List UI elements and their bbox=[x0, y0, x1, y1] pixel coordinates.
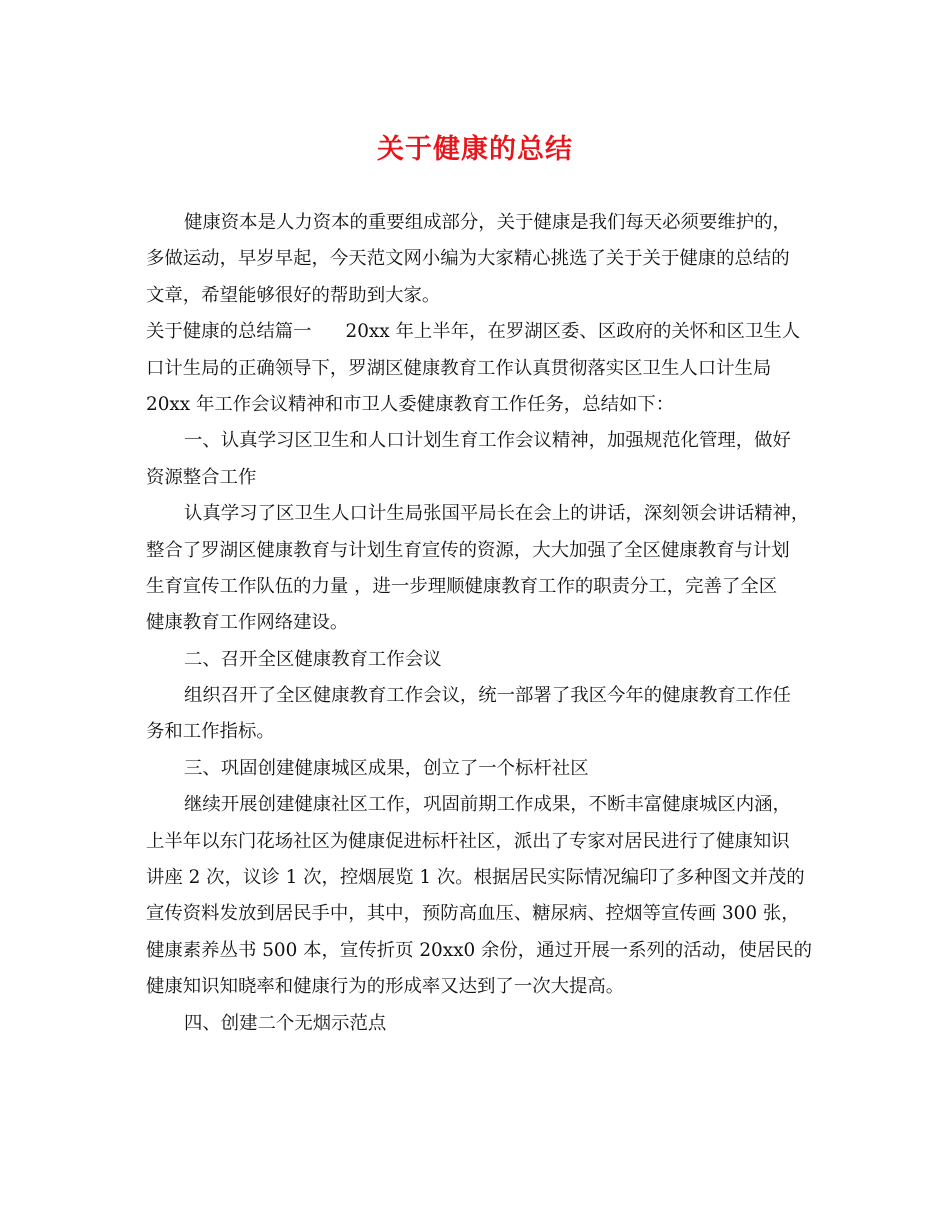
summary-line-2: 口计生局的正确领导下，罗湖区健康教育工作认真贯彻落实区卫生人口计生局 bbox=[146, 357, 772, 379]
document-body bbox=[146, 205, 811, 1042]
paragraph-one-line-2: 整合了罗湖区健康教育与计划生育宣传的资源，大大加强了全区健康教育与计划 bbox=[146, 539, 790, 561]
paragraph-one-line-1: 认真学习了区卫生人口计生局张国平局长在会上的讲话，深刻领会讲话精神， bbox=[184, 503, 810, 525]
intro-line-3: 文章，希望能够很好的帮助到大家。 bbox=[146, 284, 441, 306]
heading-one-line-1: 一、认真学习区卫生和人口计划生育工作会议精神，加强规范化管理，做好 bbox=[184, 430, 791, 452]
article-label: 关于健康的总结篇一 bbox=[146, 321, 312, 343]
heading-three: 三、巩固创建健康城区成果，创立了一个标杆社区 bbox=[184, 757, 589, 779]
document-title: 关于健康的总结 bbox=[377, 134, 573, 165]
paragraph-three-line-2: 上半年以东门花场社区为健康促进标杆社区，派出了专家对居民进行了健康知识 bbox=[146, 830, 790, 852]
paragraph-three-line-4: 宣传资料发放到居民手中，其中，预防高血压、糖尿病、控烟等宣传画 300 张， bbox=[146, 903, 800, 925]
paragraph-three-line-5: 健康素养丛书 500 本，宣传折页 20xx0 余份，通过开展一系列的活动，使居民的 bbox=[146, 939, 813, 961]
paragraph-two-line-2: 务和工作指标。 bbox=[146, 721, 275, 743]
paragraph-one-line-4: 健康教育工作网络建设。 bbox=[146, 612, 349, 634]
summary-line-3: 20xx 年工作会议精神和市卫人委健康教育工作任务，总结如下： bbox=[146, 393, 675, 415]
summary-line-1: 20xx 年上半年，在罗湖区委、区政府的关怀和区卫生人 bbox=[345, 321, 801, 343]
paragraph-two-line-1: 组织召开了全区健康教育工作会议，统一部署了我区今年的健康教育工作任 bbox=[184, 685, 791, 707]
section-intro-line bbox=[146, 314, 811, 350]
intro-line-1: 健康资本是人力资本的重要组成部分，关于健康是我们每天必须要维护的， bbox=[184, 212, 791, 233]
heading-two: 二、召开全区健康教育工作会议 bbox=[184, 648, 442, 670]
paragraph-three-line-6: 健康知识知晓率和健康行为的形成率又达到了一次大提高。 bbox=[146, 976, 625, 998]
paragraph-three-line-1: 继续开展创建健康社区工作，巩固前期工作成果，不断丰富健康城区内涵， bbox=[184, 794, 791, 816]
intro-line-2: 多做运动，早岁早起，今天范文网小编为大家精心挑选了关于关于健康的总结的 bbox=[146, 248, 790, 270]
heading-four: 四、创建二个无烟示范点 bbox=[184, 1012, 387, 1034]
paragraph-one-line-3: 生育宣传工作队伍的力量 ，进一步理顺健康教育工作的职责分工，完善了全区 bbox=[146, 575, 778, 597]
heading-one-line-2: 资源整合工作 bbox=[146, 466, 257, 488]
paragraph-three-line-3: 讲座 2 次，议诊 1 次，控烟展览 1 次。根据居民实际情况编印了多种图文并茂的 bbox=[146, 867, 805, 889]
